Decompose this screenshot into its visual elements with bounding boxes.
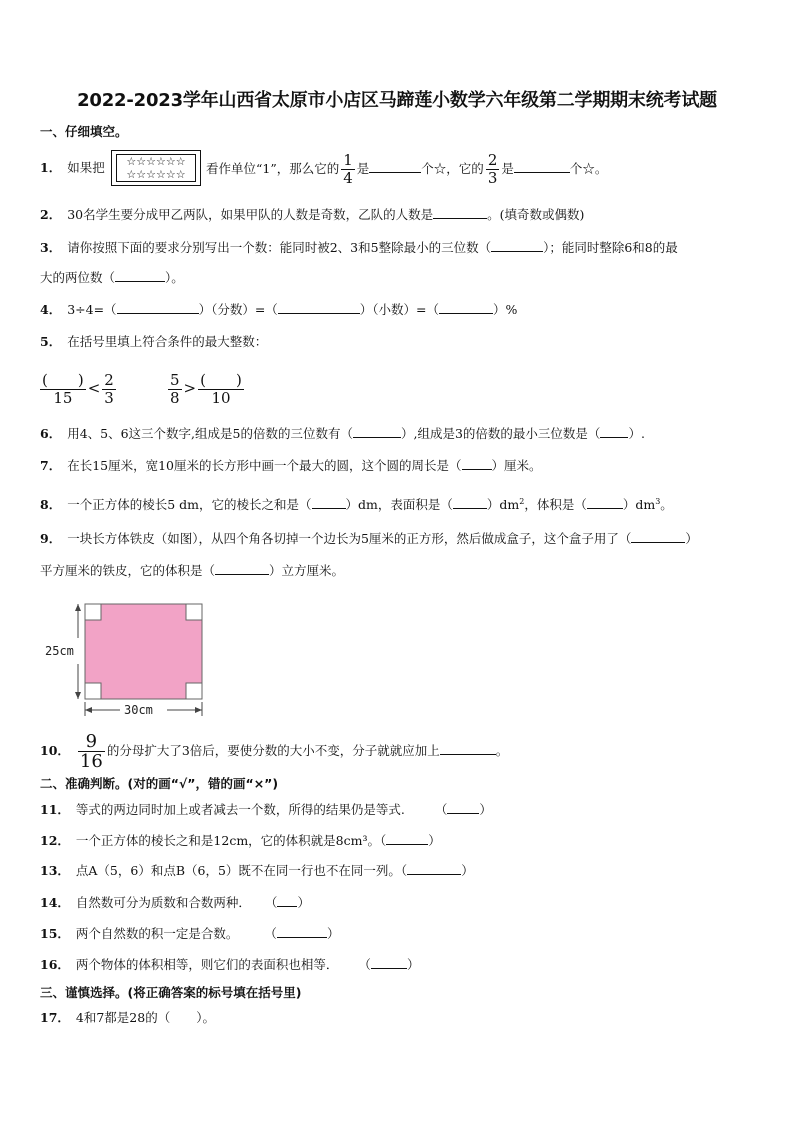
less-than-sign: < [87, 379, 101, 397]
question-number: 11． [40, 802, 70, 817]
iron-sheet [85, 604, 202, 699]
question-text: ） [428, 833, 441, 848]
question-text: 30名学生要分成甲乙两队，如果甲队的人数是奇数，乙队的人数是 [67, 207, 434, 222]
inequality-b [166, 366, 246, 411]
question-7 [40, 458, 542, 474]
sheet-diagram [40, 596, 220, 720]
fraction-one-quarter [341, 152, 355, 187]
answer-blank[interactable] [277, 927, 327, 938]
question-text: ）；能同时整除6和8的最 [543, 240, 678, 255]
answer-blank[interactable] [439, 303, 493, 314]
arrowhead-right [195, 707, 202, 713]
question-text: 如果把 [67, 160, 105, 175]
denominator: 4 [343, 169, 353, 187]
question-2 [40, 207, 584, 223]
superscript: 2 [519, 497, 525, 506]
question-text: ）。 [196, 1010, 215, 1025]
question-text: （ [358, 957, 371, 972]
question-1-cont [206, 152, 607, 187]
question-text: 是 [501, 161, 514, 176]
fraction-nine-sixteenths [78, 732, 105, 771]
question-12 [40, 833, 441, 849]
answer-blank[interactable] [115, 271, 165, 282]
answer-blank[interactable] [371, 958, 407, 969]
answer-blank[interactable] [407, 864, 461, 875]
inequality-a [38, 366, 118, 411]
fraction-blank-over-10 [198, 372, 244, 407]
question-text: （ [264, 895, 278, 910]
height-label: 25cm [45, 644, 74, 658]
question-text: ） [297, 895, 310, 910]
question-text: 大的两位数（ [40, 270, 116, 285]
question-text: 一个正方体的棱长之和是12cm，它的体积就是8cm³。（ [75, 833, 387, 848]
question-text: 。(填奇数或偶数) [487, 207, 585, 222]
answer-blank[interactable] [117, 303, 199, 314]
question-text: 4和7都是28的（ [75, 1010, 171, 1025]
question-3-cont [40, 270, 184, 286]
question-text: 两个自然数的积一定是合数。 [75, 926, 239, 941]
question-text: 个☆。 [569, 161, 608, 176]
denominator: 8 [170, 389, 180, 407]
fraction-two-thirds [486, 152, 500, 187]
question-10 [40, 731, 508, 771]
question-5 [40, 334, 267, 350]
denominator: 15 [53, 389, 73, 407]
question-number: 8． [40, 497, 62, 513]
fraction-two-thirds [102, 372, 116, 407]
answer-blank[interactable] [278, 303, 360, 314]
question-4 [40, 302, 517, 318]
question-text: ） [406, 957, 420, 972]
question-number: 12． [40, 833, 70, 848]
question-text: 点A（5，6）和点B（6，5）既不在同一行也不在同一列。（ [75, 863, 408, 878]
question-text: 。 [660, 497, 673, 513]
answer-blank[interactable] [631, 532, 685, 543]
question-8 [40, 494, 673, 513]
question-text: ）（分数）=（ [198, 302, 278, 317]
arrowhead-left [85, 707, 92, 713]
star-box-inner [116, 154, 196, 182]
question-17 [40, 1010, 215, 1026]
star-box [111, 150, 201, 186]
question-text: 一块长方体铁皮（如图），从四个角各切掉一个边长为5厘米的正方形，然后做成盒子，这个盒子用了（ [67, 531, 632, 546]
question-11 [40, 802, 492, 818]
question-9-cont [40, 563, 344, 579]
answer-blank[interactable] [312, 498, 346, 509]
section-2-heading: 二、准确判断。(对的画“√”，错的画“×”) [40, 776, 279, 791]
question-number: 14． [40, 895, 70, 910]
cut-corner-top-right [186, 604, 202, 620]
question-text: ）立方厘米。 [269, 563, 345, 578]
numerator: 5 [170, 371, 180, 389]
question-number: 2． [40, 207, 62, 222]
answer-blank[interactable] [514, 162, 570, 173]
question-text: ）（小数）=（ [359, 302, 440, 317]
question-text: （ [434, 802, 448, 817]
arrowhead-up [75, 604, 81, 611]
question-text: ） [685, 531, 698, 546]
question-text: 一个正方体的棱长5 dm，它的棱长之和是（ [67, 497, 312, 513]
numerator[interactable]: ( ) [42, 371, 84, 389]
answer-blank[interactable] [453, 498, 487, 509]
star-row-1: ☆☆☆☆☆☆ [126, 155, 186, 168]
question-6 [40, 426, 645, 442]
answer-blank[interactable] [215, 564, 269, 575]
answer-blank[interactable] [353, 427, 401, 438]
question-number: 9． [40, 531, 62, 546]
answer-blank[interactable] [462, 459, 492, 470]
question-text: 两个物体的体积相等，则它们的表面积也相等． [75, 957, 339, 972]
cut-corner-bottom-left [85, 683, 101, 699]
question-text: 自然数可分为质数和合数两种． [75, 895, 251, 910]
question-text: 在长15厘米，宽10厘米的长方形中画一个最大的圆，这个圆的周长是（ [67, 458, 462, 473]
question-number: 7． [40, 458, 62, 473]
numerator[interactable]: ( ) [200, 371, 242, 389]
question-number: 3． [40, 240, 62, 255]
answer-blank[interactable] [433, 208, 487, 219]
superscript: 3 [655, 497, 661, 506]
question-13 [40, 863, 474, 879]
cut-corner-top-left [85, 604, 101, 620]
numerator: 2 [104, 371, 114, 389]
question-text: ）% [493, 302, 518, 317]
question-14 [40, 895, 310, 911]
numerator: 1 [343, 151, 353, 169]
question-text: 看作单位“1”，那么它的 [206, 161, 340, 176]
width-label: 30cm [124, 703, 153, 717]
question-text: ，体积是（ [524, 497, 587, 513]
question-number: 16． [40, 957, 70, 972]
greater-than-sign: > [183, 379, 197, 397]
question-text: （ [264, 926, 277, 941]
question-text: ）. [628, 426, 645, 441]
question-9 [40, 531, 698, 547]
question-text: ）,组成是3的倍数的最小三位数是（ [401, 426, 601, 441]
question-number: 17． [40, 1010, 70, 1025]
fraction-blank-over-15 [40, 372, 86, 407]
question-text: 的分母扩大了3倍后，要使分数的大小不变，分子就就应加上 [106, 743, 440, 758]
section-1-heading: 一、仔细填空。 [40, 124, 128, 139]
question-number: 6． [40, 426, 62, 441]
question-3 [40, 240, 678, 256]
question-15 [40, 926, 339, 942]
question-number: 5． [40, 334, 62, 349]
question-number: 15． [40, 926, 70, 941]
question-text: 是 [356, 161, 370, 176]
question-text: ）。 [165, 270, 184, 285]
question-text: 请你按照下面的要求分别写出一个数：能同时被2、3和5整除最小的三位数（ [67, 240, 492, 255]
answer-blank[interactable] [440, 744, 496, 755]
question-number: 4． [40, 302, 62, 317]
question-text: 平方厘米的铁皮，它的体积是（ [40, 563, 216, 578]
question-text: ） [326, 926, 340, 941]
numerator: 9 [78, 732, 105, 752]
numerator: 2 [487, 151, 498, 169]
fraction-five-eighths [168, 372, 182, 407]
answer-blank[interactable] [277, 896, 297, 907]
answer-blank[interactable] [386, 834, 428, 845]
arrowhead-down [75, 692, 81, 699]
answer-blank[interactable] [447, 803, 479, 814]
question-text: 用4、5、6这三个数字,组成是5的倍数的三位数有（ [67, 426, 353, 441]
question-number: 10． [40, 743, 70, 758]
question-text: 在括号里填上符合条件的最大整数： [67, 334, 268, 349]
star-row-2: ☆☆☆☆☆☆ [126, 168, 186, 181]
answer-blank[interactable] [587, 498, 623, 509]
denominator: 10 [211, 389, 231, 407]
answer-blank[interactable] [491, 241, 543, 252]
answer-blank[interactable] [600, 427, 628, 438]
question-text: 等式的两边同时加上或者减去一个数，所得的结果仍是等式. [75, 802, 405, 817]
denominator: 3 [487, 169, 498, 187]
question-number: 13． [40, 863, 70, 878]
question-text: ）dm，表面积是（ [345, 497, 453, 513]
page-title: 2022-2023学年山西省太原市小店区马蹄莲小数学六年级第二学期期末统考试题 [77, 90, 717, 111]
question-text: ） [479, 802, 492, 817]
denominator: 16 [79, 751, 103, 772]
question-text: ）dm [622, 497, 656, 513]
section-3-heading: 三、谨慎选择。(将正确答案的标号填在括号里) [40, 985, 302, 1000]
question-1 [40, 160, 105, 176]
question-text: 个☆，它的 [421, 161, 484, 176]
question-number: 1． [40, 160, 62, 175]
question-text: 。 [495, 743, 509, 758]
question-text: ）厘米。 [491, 458, 542, 473]
question-text: ）dm [486, 497, 520, 513]
question-16 [40, 957, 419, 973]
question-text: 3÷4=（ [67, 302, 117, 317]
question-text: ） [461, 863, 474, 878]
answer-blank[interactable] [369, 162, 421, 173]
denominator: 3 [104, 389, 114, 407]
cut-corner-bottom-right [186, 683, 202, 699]
